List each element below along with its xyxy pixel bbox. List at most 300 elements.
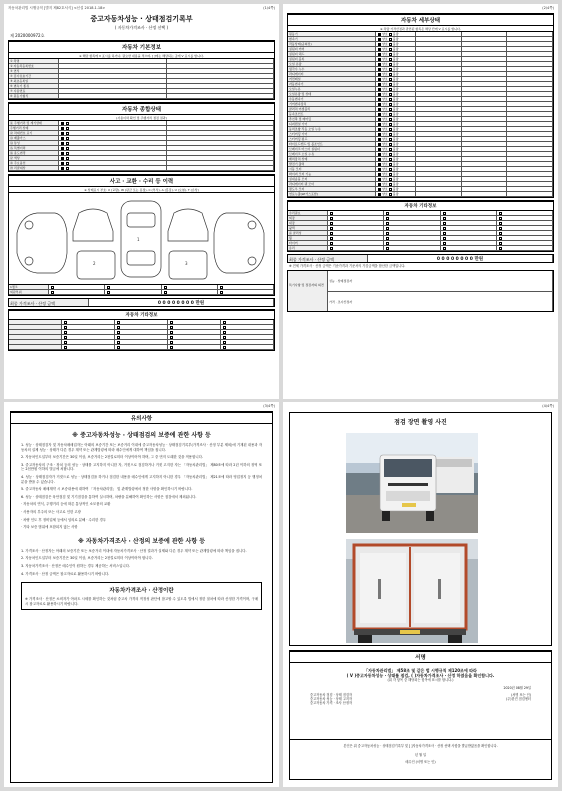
row-cell	[59, 69, 167, 73]
row-label: 연료누출(LP가스포함)	[288, 192, 376, 196]
checkbox[interactable]	[386, 242, 389, 245]
checkbox[interactable]	[61, 142, 64, 145]
checkbox[interactable]	[378, 178, 381, 181]
section-note: (사용이력 확인 및 주행거리 점검 결과)	[9, 115, 274, 121]
price-explain-title: 자동차가격조사 · 산정이란	[109, 588, 174, 595]
status-bad-label: 불량	[392, 102, 399, 106]
row-cell	[384, 236, 440, 240]
checkbox[interactable]	[378, 73, 381, 76]
status-cell	[376, 137, 416, 141]
checkbox[interactable]	[378, 48, 381, 51]
checkbox[interactable]	[117, 321, 120, 324]
row-cell	[62, 320, 115, 324]
buyer-confirm-text: 본인은 위 중고자동차성능 · 상태점검기록부 및 [ ]자동차가격조사 · 산정 선택 사항을 발급받았음을 확인합니다.	[343, 744, 498, 748]
row-cell	[462, 152, 508, 156]
checkbox[interactable]	[64, 336, 67, 339]
checkbox[interactable]	[386, 247, 389, 250]
checkbox[interactable]	[378, 128, 381, 131]
checkbox[interactable]	[61, 122, 64, 125]
row-cell	[416, 42, 462, 46]
checkbox[interactable]	[389, 63, 392, 66]
row-cell	[462, 192, 508, 196]
checkbox[interactable]	[330, 232, 333, 235]
row-cell	[62, 335, 115, 339]
checkbox[interactable]	[378, 53, 381, 56]
checkbox[interactable]	[389, 188, 392, 191]
checkbox[interactable]	[499, 232, 502, 235]
checkbox[interactable]	[117, 341, 120, 344]
row-cell	[507, 162, 553, 166]
checkbox[interactable]	[330, 247, 333, 250]
status-bad-label: 불량	[392, 47, 399, 51]
row-cell	[507, 147, 553, 151]
status-bad-label: 불량	[392, 62, 399, 66]
checkbox[interactable]	[499, 247, 502, 250]
checkbox[interactable]	[64, 331, 67, 334]
checkbox[interactable]	[499, 222, 502, 225]
checkbox[interactable]	[389, 83, 392, 86]
checkbox[interactable]	[64, 326, 67, 329]
section-title: 자동차 기본정보	[9, 41, 274, 53]
status-bad-label: 불량	[392, 72, 399, 76]
checkbox[interactable]	[499, 217, 502, 220]
row-cell	[167, 94, 275, 98]
checkbox[interactable]	[378, 153, 381, 156]
status-bad-label: 불량	[392, 192, 399, 196]
checkbox[interactable]	[378, 148, 381, 151]
checkbox[interactable]	[378, 63, 381, 66]
checkbox[interactable]	[64, 346, 67, 349]
row-cell	[507, 187, 553, 191]
price-explain-box	[21, 582, 262, 610]
status-bad-label: 불량	[392, 182, 399, 186]
checkbox[interactable]	[443, 242, 446, 245]
status-cell	[376, 32, 416, 36]
checkbox[interactable]	[389, 113, 392, 116]
row-cell	[221, 330, 274, 334]
checkbox[interactable]	[389, 58, 392, 61]
row-cell	[507, 177, 553, 181]
checkbox[interactable]	[378, 133, 381, 136]
inspector-b-label: 가격 · 조사산정자	[328, 292, 553, 312]
checkbox[interactable]	[389, 53, 392, 56]
row-label: 등속조인트	[288, 112, 376, 116]
checkbox[interactable]	[443, 237, 446, 240]
row-cell	[441, 241, 497, 245]
checkbox[interactable]	[389, 108, 392, 111]
row-cell	[507, 57, 553, 61]
checkbox[interactable]	[389, 38, 392, 41]
checkbox[interactable]	[378, 183, 381, 186]
checkbox[interactable]	[389, 33, 392, 36]
checkbox[interactable]	[443, 232, 446, 235]
price-footnote: ※ 전체 가격조사 · 산정 금액은 기준가격과 기준서의 가감금액을 합산한 금액입니다.	[289, 264, 406, 268]
checkbox[interactable]	[66, 127, 69, 130]
checkbox[interactable]	[389, 68, 392, 71]
status-bad-label: 불량	[392, 172, 399, 176]
signature-section	[289, 650, 552, 780]
row-cell	[167, 156, 275, 160]
row-cell	[384, 216, 440, 220]
checkbox[interactable]	[330, 242, 333, 245]
checkbox[interactable]	[389, 48, 392, 51]
checkbox[interactable]	[378, 98, 381, 101]
checkbox[interactable]	[378, 88, 381, 91]
signature-sub: (위 각 항목 중 해당되는 항목에 표시를 합니다.)	[387, 678, 454, 682]
checkbox[interactable]	[223, 341, 226, 344]
checkbox[interactable]	[378, 43, 381, 46]
checkbox[interactable]	[378, 38, 381, 41]
notice-paragraph: · 차량 인도 후 정비업체 등에서 임의로 분해 · 수리한 경우	[21, 517, 106, 522]
checkbox[interactable]	[499, 227, 502, 230]
checkbox[interactable]	[61, 152, 64, 155]
checkbox[interactable]	[389, 138, 392, 141]
checkbox[interactable]	[389, 183, 392, 186]
row-label: 스티어링 펌프	[288, 137, 376, 141]
checkbox[interactable]	[64, 341, 67, 344]
checkbox[interactable]	[223, 321, 226, 324]
checkbox[interactable]	[170, 326, 173, 329]
row-label: ⑧ 원동기형식	[9, 94, 59, 98]
row-cell	[167, 89, 275, 93]
checkbox[interactable]	[378, 83, 381, 86]
status-cell	[376, 157, 416, 161]
checkbox[interactable]	[389, 73, 392, 76]
section-title: 자동차 세부상태	[288, 14, 553, 26]
checkbox[interactable]	[378, 158, 381, 161]
checkbox[interactable]	[378, 113, 381, 116]
notice-paragraph: · 기타 보증 범위에 포함되지 않는 사항	[21, 525, 78, 530]
table-row	[9, 345, 274, 350]
checkbox[interactable]	[389, 143, 392, 146]
checkbox[interactable]	[107, 291, 110, 294]
row-cell	[462, 52, 508, 56]
detail-status-section	[287, 13, 554, 198]
row-label: 외장	[288, 216, 328, 220]
status-good-label: 양호	[382, 107, 388, 111]
status-good-label: 양호	[382, 57, 388, 61]
price-row	[287, 254, 554, 263]
checkbox[interactable]	[223, 336, 226, 339]
checkbox[interactable]	[378, 193, 381, 196]
checkbox[interactable]	[378, 143, 381, 146]
checkbox[interactable]	[389, 163, 392, 166]
row-cell	[59, 126, 167, 130]
row-cell	[507, 127, 553, 131]
row-cell	[59, 64, 167, 68]
row-cell	[507, 167, 553, 171]
page-number: (1/4쪽)	[263, 6, 275, 10]
checkbox[interactable]	[389, 178, 392, 181]
photo-title: 점검 장면 촬영 사진	[394, 419, 447, 426]
row-cell	[59, 146, 167, 150]
row-cell	[59, 141, 167, 145]
form-header-left: 자동차관리법 시행규칙 [별지 제82호서식] <신설 2018.1.18>	[8, 6, 106, 10]
row-cell	[507, 102, 553, 106]
checkbox[interactable]	[378, 58, 381, 61]
row-label: 실린더 헤드	[288, 52, 376, 56]
checkbox[interactable]	[330, 227, 333, 230]
checkbox[interactable]	[66, 157, 69, 160]
status-good-label: 양호	[382, 182, 388, 186]
price-value: 0 0 0 0 0 0 0 0 만원	[89, 299, 274, 306]
checkbox[interactable]	[389, 43, 392, 46]
checkbox[interactable]	[443, 222, 446, 225]
checkbox[interactable]	[223, 346, 226, 349]
checkbox[interactable]	[389, 153, 392, 156]
checkbox[interactable]	[389, 173, 392, 176]
checkbox[interactable]	[499, 242, 502, 245]
checkbox[interactable]	[386, 227, 389, 230]
checkbox[interactable]	[51, 286, 54, 289]
row-label: 커먼레일	[288, 77, 376, 81]
checkbox[interactable]	[378, 68, 381, 71]
checkbox[interactable]	[66, 137, 69, 140]
checkbox[interactable]	[61, 132, 64, 135]
checkbox[interactable]	[164, 291, 167, 294]
row-cell	[416, 52, 462, 56]
checkbox[interactable]	[117, 346, 120, 349]
status-cell	[376, 77, 416, 81]
status-cell	[376, 127, 416, 131]
checkbox[interactable]	[170, 346, 173, 349]
checkbox[interactable]	[389, 103, 392, 106]
row-cell	[384, 231, 440, 235]
checkbox[interactable]	[378, 78, 381, 81]
row-cell	[462, 142, 508, 146]
checkbox[interactable]	[378, 33, 381, 36]
row-label: 발전기 출력	[288, 162, 376, 166]
signer-2: 중고자동차 성능 · 상태 고지자	[310, 697, 353, 701]
checkbox[interactable]	[66, 122, 69, 125]
checkbox[interactable]	[64, 321, 67, 324]
checkbox[interactable]	[386, 237, 389, 240]
inspector-label: 특기사항 및 점검자의 의견	[288, 271, 328, 311]
row-cell	[507, 52, 553, 56]
row-label: ⑦ 사용연료	[9, 89, 59, 93]
row-cell	[416, 97, 462, 101]
other-info-section	[287, 200, 554, 252]
status-good-label: 양호	[382, 62, 388, 66]
table-row	[288, 192, 553, 197]
checkbox[interactable]	[170, 336, 173, 339]
notice-paragraph: · 사용자의 부주의 또는 사고로 인한 고장	[21, 509, 81, 514]
status-cell	[376, 82, 416, 86]
checkbox[interactable]	[61, 127, 64, 130]
status-good-label: 양호	[382, 167, 388, 171]
overall-status-table	[9, 121, 274, 171]
checkbox[interactable]	[61, 167, 64, 170]
checkbox[interactable]	[378, 188, 381, 191]
checkbox[interactable]	[330, 222, 333, 225]
row-cell	[416, 182, 462, 186]
checkbox[interactable]	[66, 162, 69, 165]
row-cell	[221, 335, 274, 339]
checkbox[interactable]	[378, 93, 381, 96]
svg-text:1: 1	[137, 237, 140, 242]
row-cell	[462, 62, 508, 66]
checkbox[interactable]	[389, 123, 392, 126]
checkbox[interactable]	[117, 336, 120, 339]
row-cell	[507, 32, 553, 36]
row-cell	[462, 182, 508, 186]
checkbox[interactable]	[378, 168, 381, 171]
status-cell	[376, 102, 416, 106]
checkbox[interactable]	[389, 168, 392, 171]
checkbox[interactable]	[107, 286, 110, 289]
checkbox[interactable]	[389, 118, 392, 121]
status-good-label: 양호	[382, 122, 388, 126]
checkbox[interactable]	[223, 331, 226, 334]
checkbox[interactable]	[378, 108, 381, 111]
checkbox[interactable]	[389, 133, 392, 136]
row-cell	[9, 340, 62, 344]
notice-heading-1: ※ 중고자동차성능 · 상태점검의 보증에 관한 사항 등	[72, 432, 211, 439]
row-cell	[462, 117, 508, 121]
checkbox[interactable]	[51, 291, 54, 294]
status-good-label: 양호	[382, 32, 388, 36]
row-label: ④ 검사유효기간	[9, 74, 59, 78]
row-cell	[462, 32, 508, 36]
checkbox[interactable]	[389, 98, 392, 101]
checkbox[interactable]	[66, 132, 69, 135]
checkbox[interactable]	[499, 212, 502, 215]
checkbox[interactable]	[389, 148, 392, 151]
checkbox[interactable]	[223, 326, 226, 329]
row-cell	[462, 127, 508, 131]
row-cell	[416, 67, 462, 71]
checkbox[interactable]	[66, 147, 69, 150]
status-cell	[376, 67, 416, 71]
checkbox[interactable]	[389, 88, 392, 91]
checkbox[interactable]	[386, 217, 389, 220]
checkbox[interactable]	[61, 162, 64, 165]
row-cell	[416, 147, 462, 151]
row-cell	[416, 132, 462, 136]
row-cell	[62, 330, 115, 334]
row-cell	[462, 57, 508, 61]
inspection-photo-rear	[346, 539, 478, 643]
page-3	[4, 402, 279, 787]
checkbox[interactable]	[61, 137, 64, 140]
row-cell	[167, 161, 275, 165]
section-note: ※ 상태표시 부호: X (교환), W (판금 또는 용접), C (부식), A (흠집), U (요철), T (손상)	[9, 187, 274, 193]
checkbox[interactable]	[330, 212, 333, 215]
checkbox[interactable]	[220, 286, 223, 289]
checkbox[interactable]	[117, 331, 120, 334]
checkbox[interactable]	[386, 212, 389, 215]
status-good-label: 양호	[382, 102, 388, 106]
checkbox[interactable]	[170, 341, 173, 344]
section-title: 자동차 종합상태	[9, 103, 274, 115]
row-cell	[507, 97, 553, 101]
checkbox[interactable]	[378, 118, 381, 121]
checkbox[interactable]	[443, 217, 446, 220]
checkbox[interactable]	[499, 237, 502, 240]
row-cell	[497, 211, 553, 215]
row-cell	[416, 82, 462, 86]
row-label: 1랭크	[9, 285, 49, 289]
checkbox[interactable]	[443, 212, 446, 215]
row-cell	[167, 136, 275, 140]
checkbox[interactable]	[443, 227, 446, 230]
checkbox[interactable]	[378, 103, 381, 106]
seal-text-2: (주)한진 점검센터	[505, 697, 531, 701]
checkbox[interactable]	[378, 173, 381, 176]
checkbox[interactable]	[386, 222, 389, 225]
status-bad-label: 불량	[392, 162, 399, 166]
checkbox[interactable]	[164, 286, 167, 289]
checkbox[interactable]	[66, 152, 69, 155]
checkbox[interactable]	[389, 93, 392, 96]
row-cell	[167, 141, 275, 145]
checkbox[interactable]	[386, 232, 389, 235]
row-cell	[384, 246, 440, 250]
checkbox[interactable]	[170, 331, 173, 334]
row-label: ⑤ 최초등록일	[9, 79, 59, 83]
row-cell	[507, 137, 553, 141]
row-label: 윈도우 모터	[288, 187, 376, 191]
row-cell	[384, 241, 440, 245]
checkbox[interactable]	[220, 291, 223, 294]
checkbox[interactable]	[443, 247, 446, 250]
checkbox[interactable]	[389, 158, 392, 161]
row-cell	[59, 156, 167, 160]
notice-paragraph: 1. 가격조사 · 산정자는 아래의 보증기간 또는 보증거리 이내에 자동차가격조사 · 산정 결과가 실제와 다른 경우 계약 또는 관계법령에 따라 책임을 집니다.	[21, 548, 247, 553]
row-label: 동력조향 작동 오일 누유	[288, 127, 376, 131]
row-cell	[62, 340, 115, 344]
row-cell	[497, 221, 553, 225]
checkbox[interactable]	[378, 138, 381, 141]
row-cell	[328, 236, 384, 240]
document-number: 제 2020000972호	[10, 33, 45, 38]
checkbox[interactable]	[66, 167, 69, 170]
checkbox[interactable]	[378, 163, 381, 166]
checkbox[interactable]	[170, 321, 173, 324]
row-label: 라디에이터 팬 모터	[288, 182, 376, 186]
row-label: 배력장치 상태	[288, 157, 376, 161]
checkbox[interactable]	[389, 193, 392, 196]
checkbox[interactable]	[117, 326, 120, 329]
checkbox[interactable]	[330, 237, 333, 240]
row-cell	[59, 121, 167, 125]
checkbox[interactable]	[378, 123, 381, 126]
checkbox[interactable]	[330, 217, 333, 220]
status-bad-label: 불량	[392, 112, 399, 116]
status-good-label: 양호	[382, 97, 388, 101]
row-cell	[462, 147, 508, 151]
row-label: 수동변속기	[288, 97, 376, 101]
row-cell	[105, 285, 161, 289]
checkbox[interactable]	[66, 142, 69, 145]
row-cell	[62, 325, 115, 329]
row-label: 수리필요	[288, 211, 328, 215]
row-label: 오일누유	[288, 87, 376, 91]
status-bad-label: 불량	[392, 87, 399, 91]
row-cell	[115, 330, 168, 334]
checkbox[interactable]	[389, 128, 392, 131]
row-label: 룸 클리닝	[288, 231, 328, 235]
row-cell	[462, 107, 508, 111]
signer-3: 중고자동차 가격 · 조사 산정자	[310, 701, 353, 705]
row-label: 클러치 어셈블리	[288, 107, 376, 111]
checkbox[interactable]	[61, 147, 64, 150]
checkbox[interactable]	[61, 157, 64, 160]
row-cell	[507, 67, 553, 71]
page-4	[283, 402, 558, 787]
status-bad-label: 불량	[392, 137, 399, 141]
checkbox[interactable]	[389, 78, 392, 81]
